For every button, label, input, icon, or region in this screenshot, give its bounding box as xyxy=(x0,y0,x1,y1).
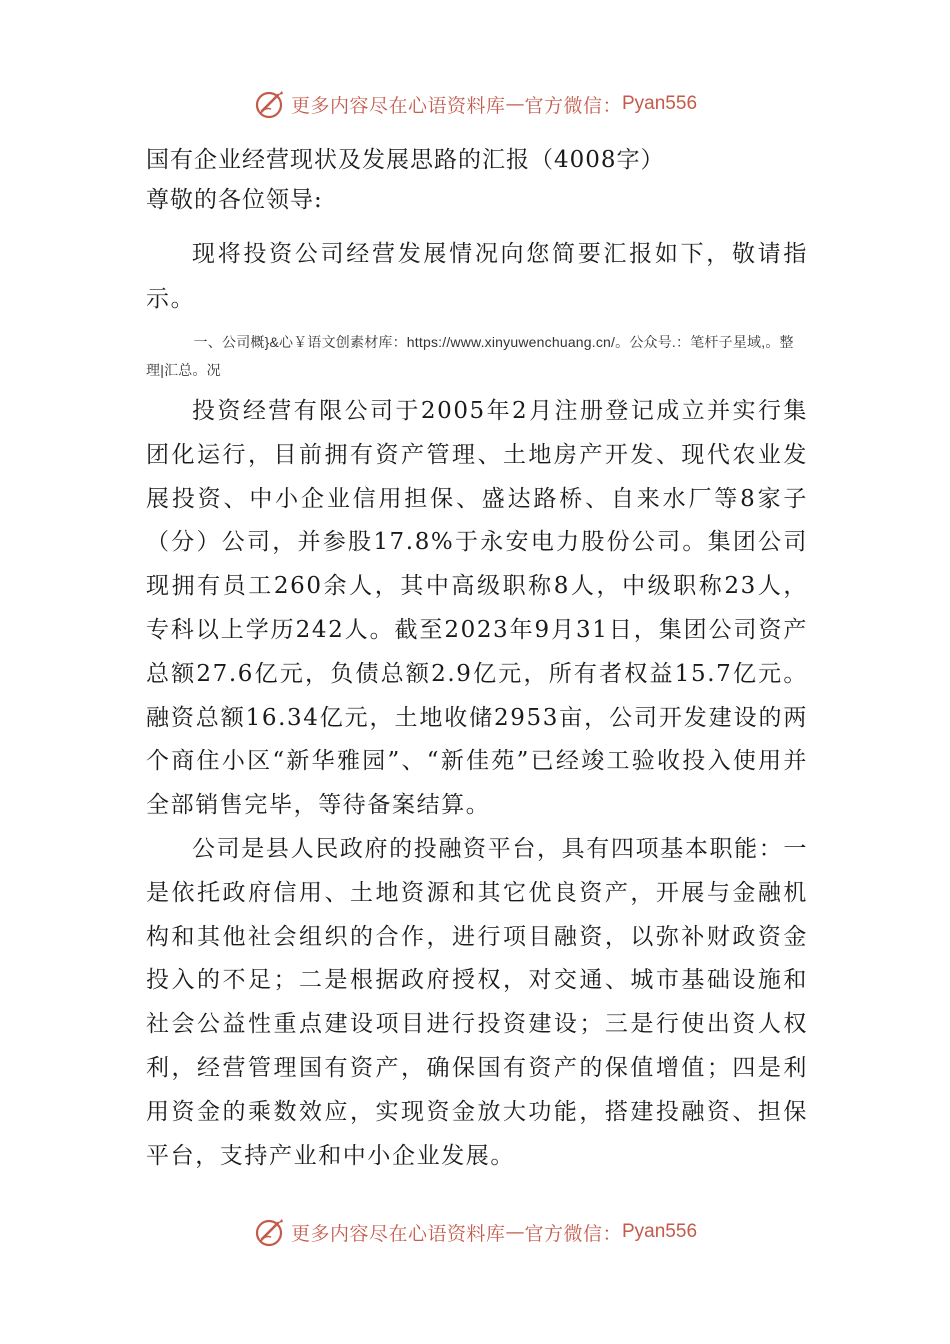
watermark-wechat-id: Pyan556 xyxy=(622,93,698,114)
paragraph-company-overview: 投资经营有限公司于2005年2月注册登记成立并实行集团化运行，目前拥有资产管理、土地房产开发、现代农业发展投资、中小企业信用担保、盛达路桥、自来水厂等8家子（分）公司，并参股17.8%于永安电力股份公司。集团公司现拥有员工260余人，其中高级职称8人，中级职称23人，专科以上学历242人。截至2023年9月31日，集团公司资产总额27.6亿元，负债总额2.9亿元，所有者权益15.7亿元。融资总额16.34亿元，土地收储2953亩，公司开发建设的两个商住小区“新华雅园”、“新佳苑”已经竣工验收投入使用并全部销售完毕，等待备案结算。 xyxy=(146,398,808,819)
footer-watermark xyxy=(0,1214,950,1250)
watermark-text: 更多内容尽在心语资料库 xyxy=(290,94,506,117)
watermark-wechat-label: 官方微信： xyxy=(524,1222,622,1245)
section-note: 一、公司概}&心￥语文创素材库：https://www.xinyuwenchuang.cn/。公众号.：笔杆子星域,。整理|汇总。况 xyxy=(146,334,794,378)
document-body xyxy=(146,140,808,1178)
intro-paragraph: 现将投资公司经营发展情况向您简要汇报如下，敬请指示。 xyxy=(146,241,808,312)
watermark-separator: — xyxy=(505,1221,525,1243)
document-title: 国有企业经营现状及发展思路的汇报（4008字） xyxy=(146,147,665,173)
pen-logo-icon xyxy=(253,87,287,121)
pen-logo-icon xyxy=(253,1215,287,1249)
watermark-wechat-label: 官方微信： xyxy=(524,94,622,117)
paragraph-company-functions: 公司是县人民政府的投融资平台，具有四项基本职能：一是依托政府信用、土地资源和其它优良资产，开展与金融机构和其他社会组织的合作，进行项目融资，以弥补财政资金投入的不足；二是根据政府授权，对交通、城市基础设施和社会公益性重点建设项目进行投资建设；三是行使出资人权利，经营管理国有资产，确保国有资产的保值增值；四是利用资金的乘数效应，实现资金放大功能，搭建投融资、担保平台，支持产业和中小企业发展。 xyxy=(146,835,808,1169)
watermark-wechat-id: Pyan556 xyxy=(622,1221,698,1242)
watermark-text: 更多内容尽在心语资料库 xyxy=(290,1222,506,1245)
header-watermark xyxy=(0,86,950,122)
greeting: 尊敬的各位领导: xyxy=(146,187,323,213)
watermark-separator: — xyxy=(505,93,525,115)
